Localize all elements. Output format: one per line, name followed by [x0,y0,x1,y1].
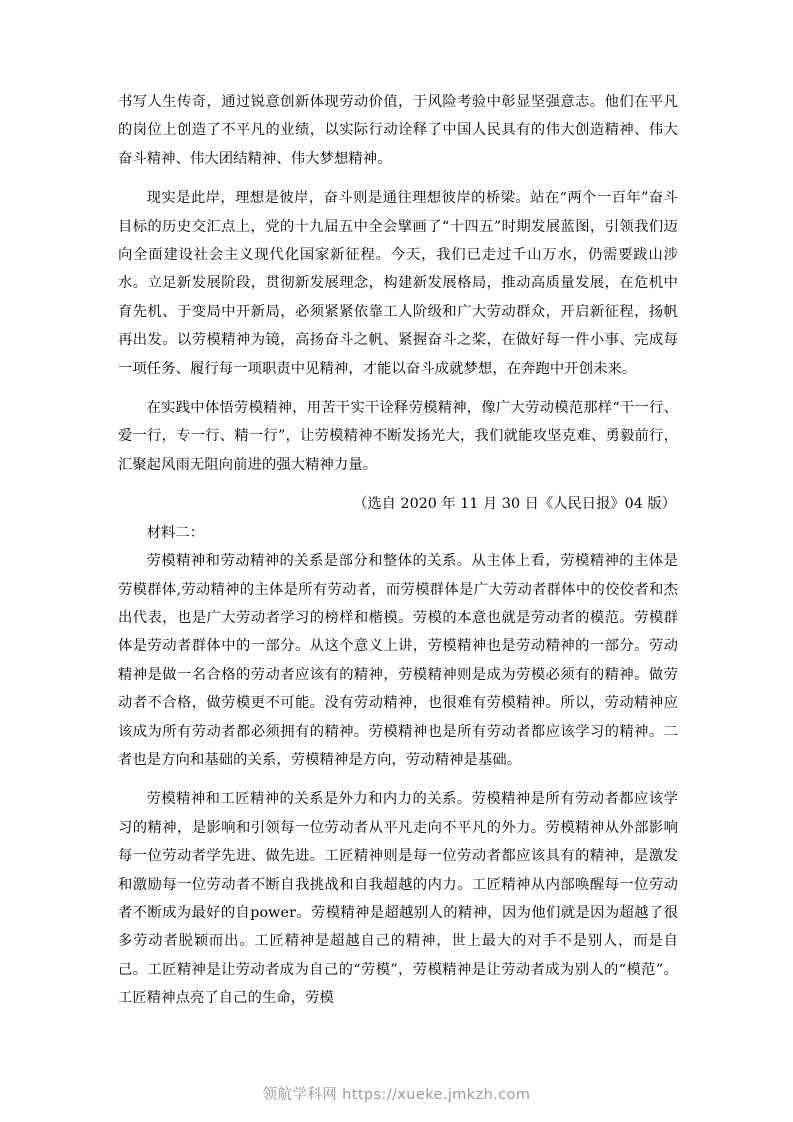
material-paragraph: 劳模精神和劳动精神的关系是部分和整体的关系。从主体上看，劳模精神的主体是劳模群体,劳动精神的主体是所有劳动者，而劳模群体是广大劳动者群体中的佼佼者和杰出代表，也是广大劳动者学习的榜样和楷模。劳模的本意也就是劳动者的模范。劳模群体是劳动者群体中的一部分。从这个意义上讲，劳模精神也是劳动精神的一部分。劳动精神是做一名合格的劳动者应该有的精神，劳模精神则是成为劳模必须有的精神。做劳动者不合格，做劳模更不可能。没有劳动精神，也很难有劳模精神。所以，劳动精神应该成为所有劳动者都必须拥有的精神。劳模精神也是所有劳动者都应该学习的精神。二者也是方向和基础的关系，劳模精神是方向，劳动精神是基础。 [118,553,678,768]
paragraph: 在实践中体悟劳模精神，用苦干实干诠释劳模精神，像广大劳动模范那样“干一行、爱一行，专一行、精一行”，让劳模精神不断发扬光大，我们就能攻坚克难、勇毅前行，汇聚起风雨无阻向前进的强大精神力量。 [118,400,678,473]
source-citation: （选自 2020 年 11 月 30 日《人民日报》04 版） [353,496,676,513]
material-label: 材料二： [146,524,205,541]
document-body [118,88,678,1013]
footer-url: https://xueke.jmkzh.com [342,1087,531,1103]
material-paragraph: 劳模精神和工匠精神的关系是外力和内力的关系。劳模精神是所有劳动者都应该学习的精神，是影响和引领每一位劳动者从平凡走向不平凡的外力。劳模精神从外部影响每一位劳动者学先进、做先进。工匠精神则是每一位劳动者都应该具有的精神，是激发和激励每一位劳动者不断自我挑战和自我超越的内力。工匠精神从内部唤醒每一位劳动者不断成为最好的自power。劳模精神是超越别人的精神，因为他们就是因为超越了很多劳动者脱颖而出。工匠精神是超越自己的精神，世上最大的对手不是别人，而是自己。工匠精神是让劳动者成为自己的“劳模”，劳模精神是让劳动者成为别人的“模范”。工匠精神点亮了自己的生命，劳模 [118,791,678,1007]
footer-brand: 领航学科网 [262,1087,338,1103]
paragraph-continued: 书写人生传奇，通过锐意创新体现劳动价值，于风险考验中彰显坚强意志。他们在平凡的岗位上创造了不平凡的业绩，以实际行动诠释了中国人民具有的伟大创造精神、伟大奋斗精神、伟大团结精神、伟大梦想精神。 [118,94,678,167]
page-footer [0,1083,793,1104]
paragraph: 现实是此岸，理想是彼岸，奋斗则是通往理想彼岸的桥梁。站在“两个一百年”奋斗目标的历史交汇点上，党的十九届五中全会擘画了“十四五”时期发展蓝图，引领我们迈向全面建设社会主义现代化国家新征程。今天，我们已走过千山万水，仍需要跋山涉水。立足新发展阶段，贯彻新发展理念，构建新发展格局，推动高质量发展，在危机中育先机、于变局中开新局，必须紧紧依靠工人阶级和广大劳动群众，开启新征程，扬帆再出发。以劳模精神为镜，高扬奋斗之帆、紧握奋斗之桨，在做好每一件小事、完成每一项任务、履行每一项职责中见精神，才能以奋斗成就梦想，在奔跑中开创未来。 [118,190,678,377]
